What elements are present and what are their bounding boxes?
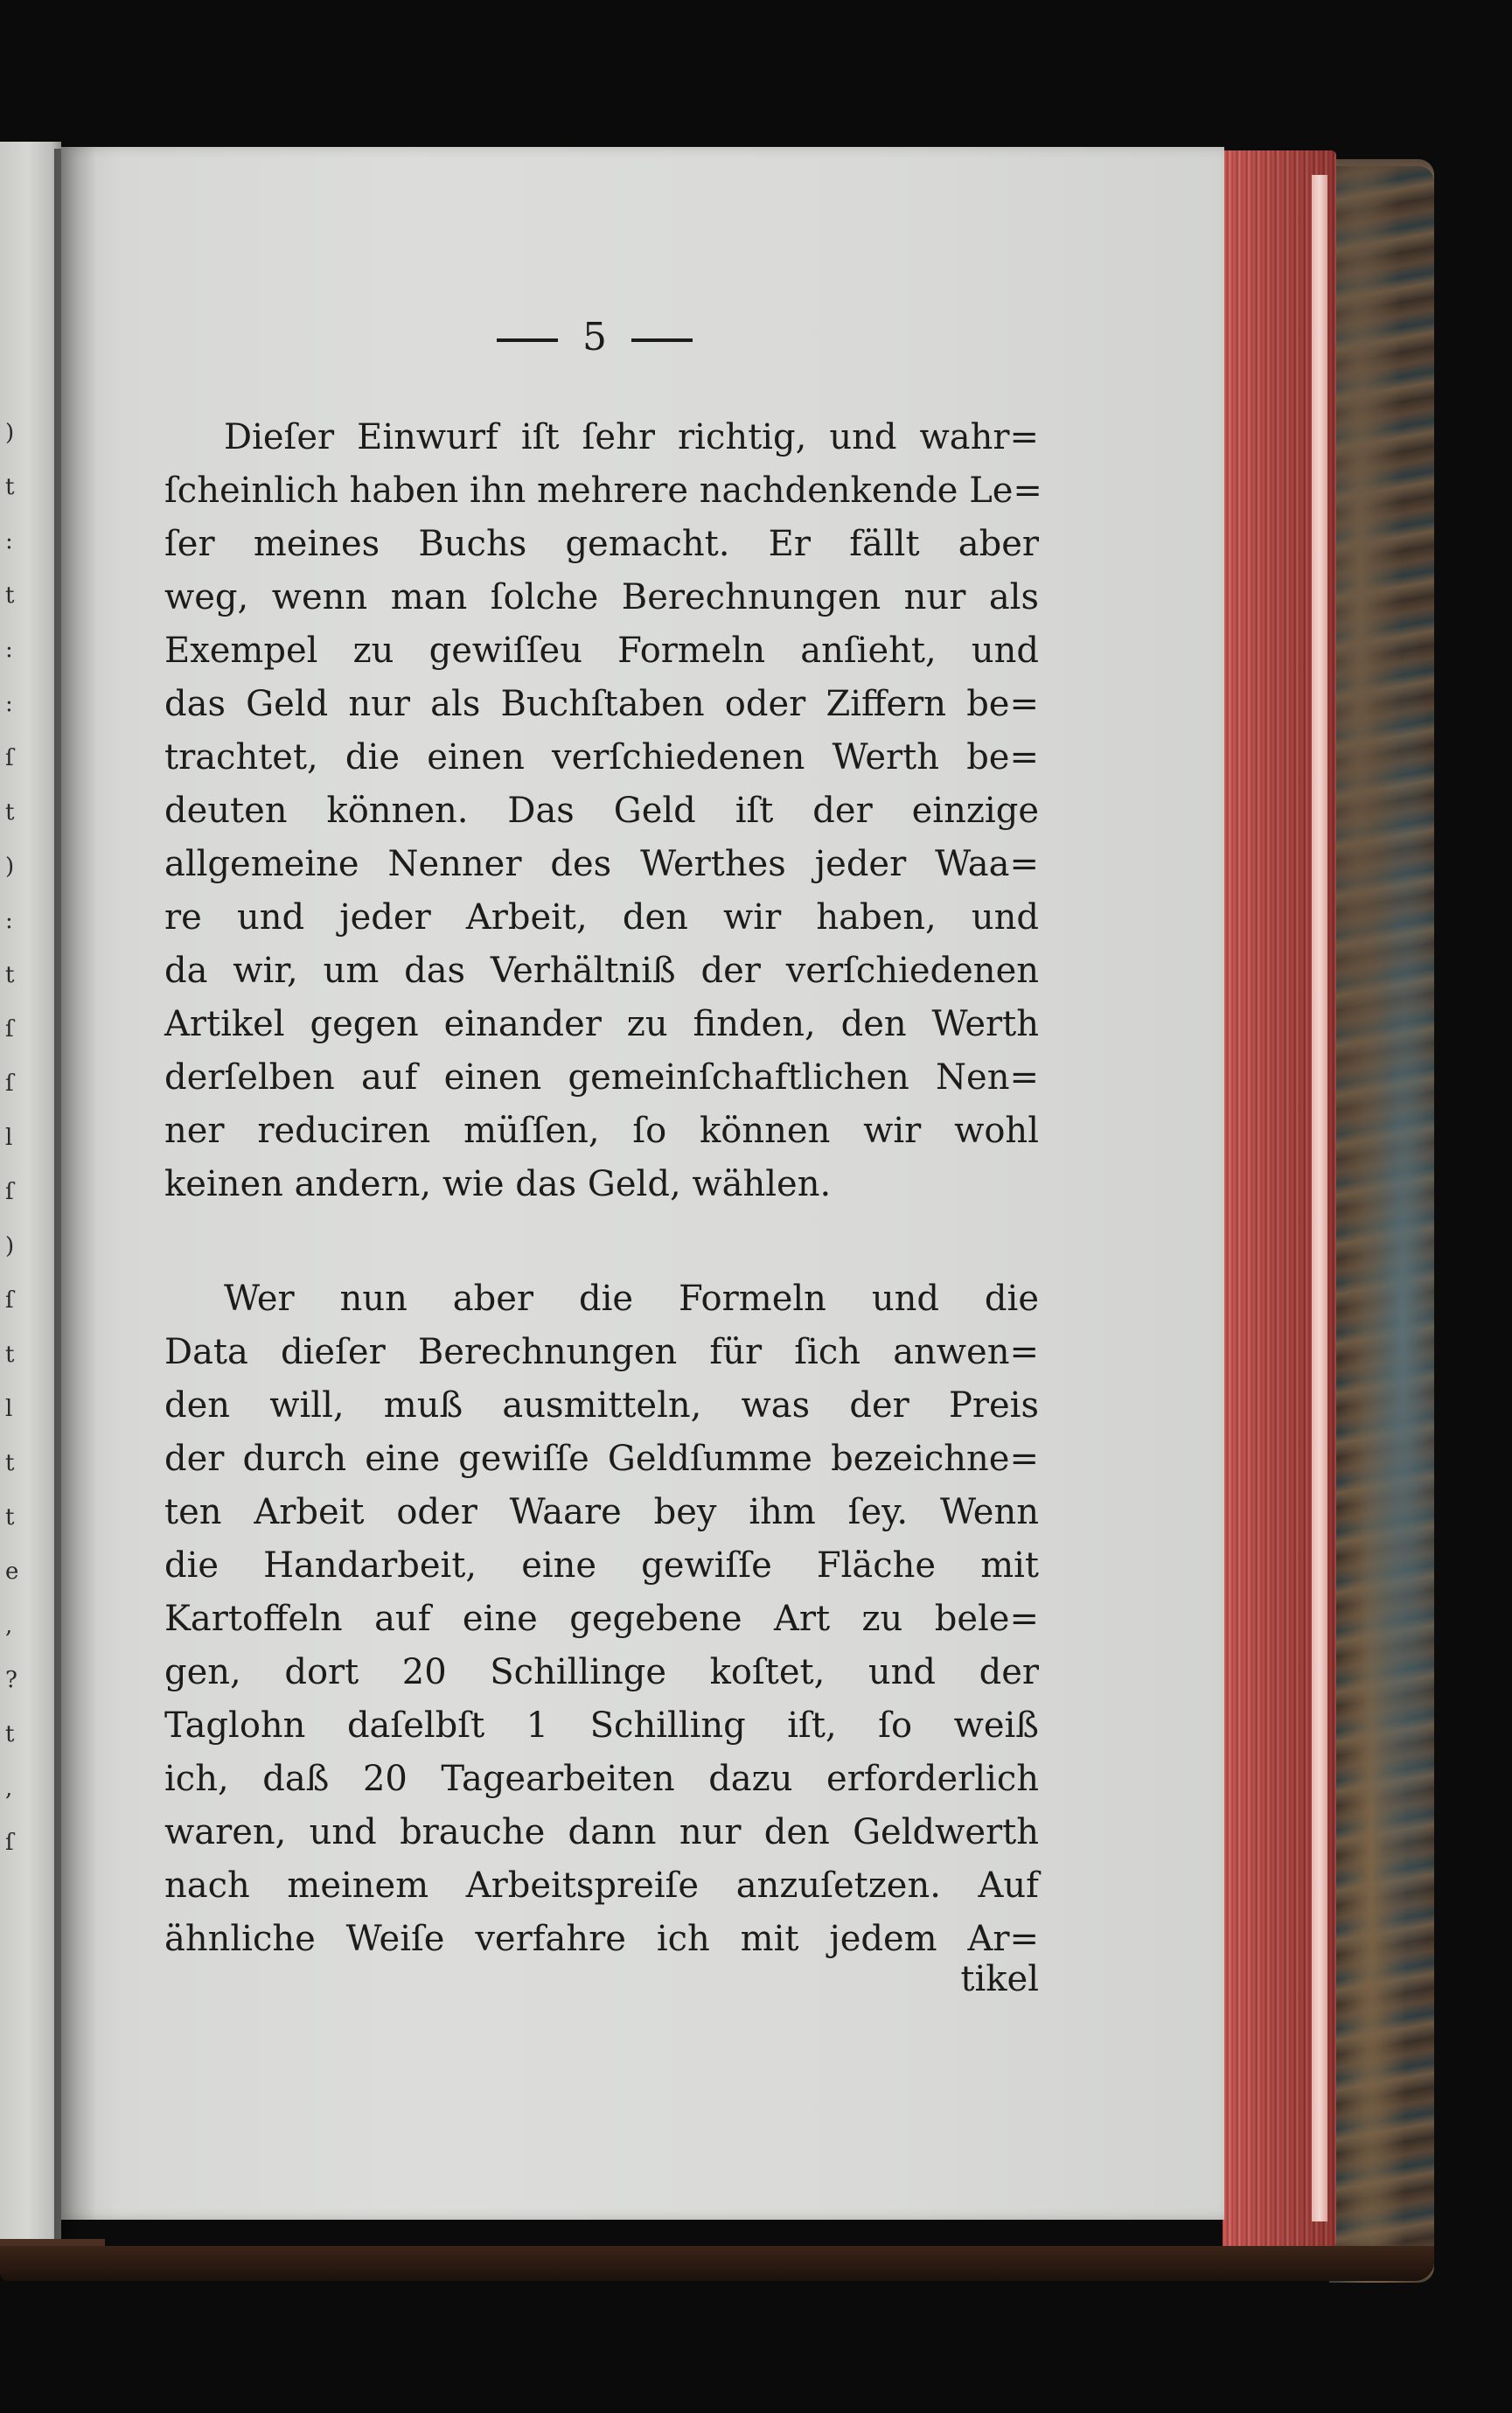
- text-line: das Geld nur als Buchſtaben oder Ziffern be=: [164, 684, 1039, 724]
- fore-edge-highlight: [1312, 175, 1327, 2221]
- facing-page-glyph: ſ: [5, 1071, 14, 1097]
- text-line: allgemeine Nenner des Werthes jeder Waa=: [164, 844, 1039, 884]
- facing-page-glyph: ſ: [5, 1830, 14, 1856]
- facing-page-glyph: ſ: [5, 745, 14, 771]
- paragraph-1: [164, 411, 1042, 1211]
- facing-page-glyph: e: [5, 1559, 19, 1585]
- text-line: derſelben auf einen gemeinſchaftlichen Nen=: [164, 1057, 1039, 1098]
- text-line: den will, muß ausmitteln, was der Preis: [164, 1385, 1039, 1426]
- header-dash-left: [497, 338, 558, 342]
- facing-page-glyph: t: [5, 582, 15, 609]
- text-line: ſer meines Buchs gemacht. Er fällt aber: [164, 524, 1039, 564]
- bottom-board: [0, 2246, 1434, 2281]
- text-line: ner reduciren müſſen, ſo können wir wohl: [164, 1111, 1039, 1151]
- text-line: ten Arbeit oder Waare bey ihm ſey. Wenn: [164, 1492, 1039, 1532]
- text-line: Dieſer Einwurf iſt ſehr richtig, und wahr=: [224, 417, 1039, 457]
- text-line: ich, daß 20 Tagearbeiten dazu erforderlich: [164, 1759, 1039, 1799]
- facing-page-glyph: t: [5, 1721, 15, 1747]
- text-line: gen, dort 20 Schillinge koſtet, und der: [164, 1652, 1039, 1692]
- text-line: trachtet, die einen verſchiedenen Werth be=: [164, 737, 1039, 778]
- paragraph-2: [164, 1273, 1039, 1966]
- facing-page-glyph: :: [5, 637, 13, 663]
- text-line: deuten können. Das Geld iſt der einzige: [164, 791, 1039, 831]
- facing-page-glyph: t: [5, 1504, 15, 1531]
- text-line: re und jeder Arbeit, den wir haben, und: [164, 897, 1039, 938]
- facing-page-glyph: ,: [5, 1775, 13, 1802]
- text-line: ähnliche Weiſe verfahre ich mit jedem Ar=: [164, 1919, 1039, 1959]
- facing-page-glyph: ): [5, 854, 15, 880]
- page-number: 5: [582, 315, 607, 359]
- facing-page-glyph: l: [5, 1125, 13, 1151]
- facing-page-glyph: l: [5, 1396, 13, 1422]
- facing-page-glyph: ): [5, 1233, 15, 1259]
- page-number-header: [429, 315, 761, 359]
- facing-page-glyph: t: [5, 1342, 15, 1368]
- text-line: Taglohn daſelbſt 1 Schilling iſt, ſo weiß: [164, 1705, 1039, 1746]
- facing-page-glyph: t: [5, 799, 15, 826]
- facing-page-text-fragments: [5, 420, 23, 2082]
- text-line: Artikel gegen einander zu finden, den Werth: [164, 1004, 1039, 1044]
- text-line: keinen andern, wie das Geld, wählen.: [164, 1164, 832, 1204]
- text-line: die Handarbeit, eine gewiſſe Fläche mit: [164, 1545, 1039, 1586]
- text-line: ſcheinlich haben ihn mehrere nachdenkende Le=: [164, 471, 1042, 511]
- text-line: Kartoffeln auf eine gegebene Art zu bele=: [164, 1599, 1039, 1639]
- facing-page-glyph: t: [5, 962, 15, 988]
- facing-page-glyph: :: [5, 908, 13, 934]
- page-gutter-shadow: [61, 147, 96, 2220]
- header-dash-right: [631, 338, 693, 342]
- text-line: der durch eine gewiſſe Geldſumme bezeichne=: [164, 1439, 1039, 1479]
- facing-page-glyph: t: [5, 1450, 15, 1476]
- facing-page-glyph: t: [5, 474, 15, 500]
- text-line: da wir, um das Verhältniß der verſchiedenen: [164, 951, 1039, 991]
- facing-page-glyph: ?: [5, 1667, 17, 1693]
- text-line: Exempel zu gewiſſeu Formeln anſieht, und: [164, 631, 1039, 671]
- facing-page-glyph: ,: [5, 1613, 13, 1639]
- text-line: waren, und brauche dann nur den Geldwerth: [164, 1812, 1039, 1852]
- text-line: Wer nun aber die Formeln und die: [224, 1279, 1039, 1319]
- text-line: weg, wenn man ſolche Berechnungen nur als: [164, 577, 1039, 617]
- facing-page-glyph: ſ: [5, 1287, 14, 1314]
- facing-page-glyph: ſ: [5, 1016, 14, 1043]
- facing-page-glyph: ): [5, 420, 15, 446]
- facing-page-glyph: :: [5, 691, 13, 717]
- text-line: nach meinem Arbeitspreiſe anzuſetzen. Auf: [164, 1866, 1039, 1906]
- text-line: Data dieſer Berechnungen für ſich anwen=: [164, 1332, 1039, 1372]
- facing-page-glyph: :: [5, 528, 13, 554]
- facing-page-glyph: ſ: [5, 1179, 14, 1205]
- catchword: tikel: [960, 1959, 1039, 1999]
- marbled-back-cover: [1329, 166, 1434, 2283]
